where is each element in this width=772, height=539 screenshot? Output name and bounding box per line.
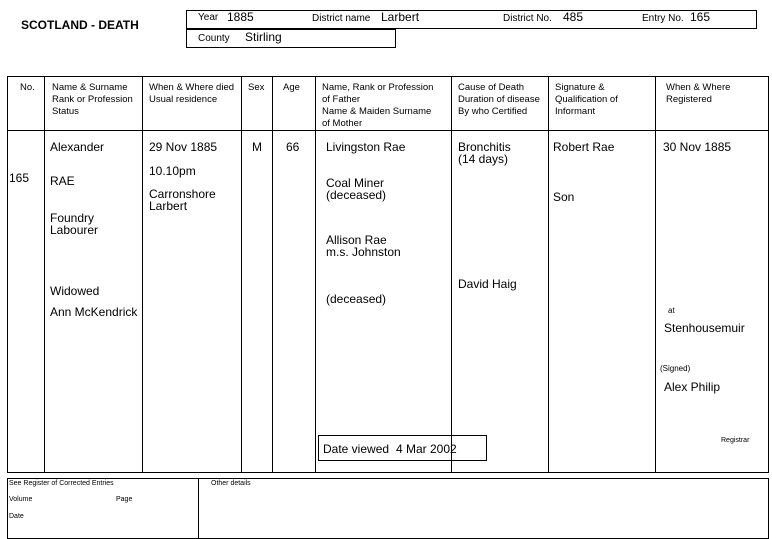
father-occupation: Coal Miner (deceased): [326, 176, 387, 202]
column-divider: [44, 76, 45, 473]
deceased-sex: M: [252, 140, 262, 154]
column-header-registered: When & Where Registered: [666, 82, 731, 105]
county-label: County: [198, 33, 230, 44]
column-divider: [272, 76, 273, 473]
column-divider: [142, 76, 143, 473]
column-header-informant: Signature & Qualification of Informant: [555, 82, 618, 117]
mother-name: Allison Rae m.s. Johnston: [326, 233, 401, 259]
spouse-name: Ann McKendrick: [50, 305, 138, 319]
district-no-value: 485: [563, 10, 584, 24]
year-value: 1885: [227, 10, 254, 24]
year-label: Year: [198, 12, 219, 23]
certified-by: David Haig: [458, 277, 517, 291]
county-value: Stirling: [245, 30, 282, 44]
entry-no-value: 165: [690, 10, 711, 24]
deceased-forename: Alexander: [50, 140, 105, 154]
deceased-surname: RAE: [50, 174, 75, 188]
footer-box: [7, 478, 769, 539]
deceased-status: Widowed: [50, 284, 100, 298]
column-header-no: No.: [20, 82, 35, 93]
footer-divider: [198, 478, 199, 539]
cause-of-death: Bronchitis (14 days): [458, 140, 511, 166]
volume-label: Volume: [9, 496, 33, 503]
date-viewed-value: 4 Mar 2002: [396, 442, 457, 456]
death-place: Carronshore Larbert: [149, 187, 216, 213]
entry-number: 165: [9, 171, 30, 185]
registered-at-label: at: [668, 306, 675, 315]
registered-date: 30 Nov 1885: [663, 140, 732, 154]
page-label: Page: [116, 496, 133, 503]
column-divider: [451, 76, 452, 473]
date-viewed-label: Date viewed: [323, 442, 390, 456]
column-header-sex: Sex: [248, 82, 265, 93]
column-divider: [655, 76, 656, 473]
corrected-entries-label: See Register of Corrected Entries: [9, 480, 114, 487]
registrar-label: Registrar: [721, 437, 750, 444]
other-details-label: Other details: [211, 480, 251, 487]
district-name-value: Larbert: [381, 10, 420, 24]
document-title: SCOTLAND - DEATH: [21, 18, 139, 32]
column-divider: [548, 76, 549, 473]
father-name: Livingston Rae: [326, 140, 406, 154]
column-header-name: Name & Surname Rank or Profession Status: [52, 82, 133, 117]
death-date: 29 Nov 1885: [149, 140, 218, 154]
date-label: Date: [9, 513, 24, 520]
column-divider: [241, 76, 242, 473]
column-divider: [315, 76, 316, 473]
mother-status: (deceased): [326, 292, 387, 306]
deceased-age: 66: [286, 140, 300, 154]
column-header-cause-of-death: Cause of Death Duration of disease By who Certified: [458, 82, 540, 117]
registrar-name: Alex Philip: [664, 380, 721, 394]
district-name-label: District name: [312, 13, 371, 24]
entry-no-label: Entry No.: [642, 13, 684, 24]
informant-relation: Son: [553, 190, 575, 204]
registered-place: Stenhousemuir: [664, 321, 745, 335]
signed-label: (Signed): [660, 364, 691, 373]
district-no-label: District No.: [503, 13, 552, 24]
informant-name: Robert Rae: [553, 140, 615, 154]
death-time: 10.10pm: [149, 164, 196, 178]
deceased-occupation: Foundry Labourer: [50, 211, 99, 237]
column-header-parents: Name, Rank or Profession of Father Name & Maiden Surname of Mother: [322, 82, 434, 129]
column-header-age: Age: [283, 82, 300, 93]
column-header-when-where-died: When & Where died Usual residence: [149, 82, 235, 105]
